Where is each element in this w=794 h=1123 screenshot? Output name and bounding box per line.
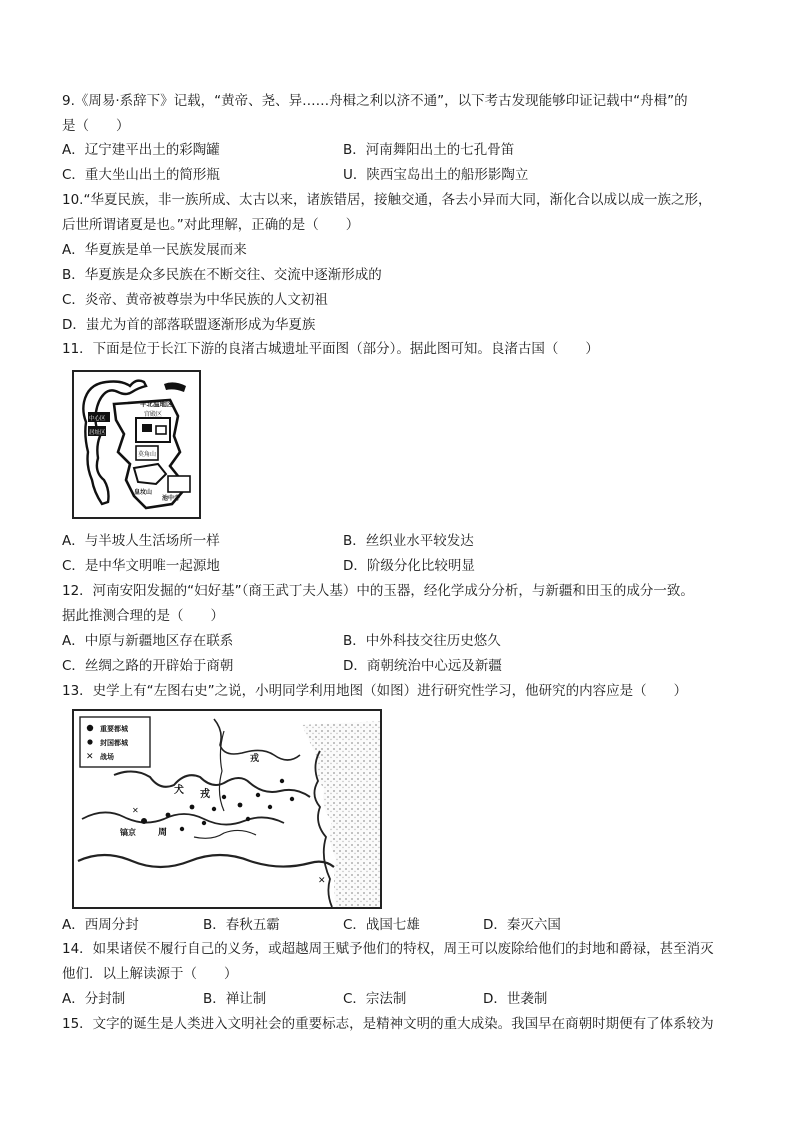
zhou-map-drawing xyxy=(74,711,380,907)
q12-option-a[interactable]: A．中原与新疆地区存在联系 xyxy=(62,633,234,649)
q12-stem-line1: 12．河南安阳发掘的“妇好基”（商王武丁夫人基）中的玉器，经化学成分分析，与新疆和田玉的成分一致。 xyxy=(62,583,694,599)
map-label-huangfenshan: 皇坟山 xyxy=(134,489,153,496)
liangzhu-map-drawing xyxy=(74,372,199,517)
q11-option-a[interactable]: A．与半坡人生活场所一样 xyxy=(62,533,220,549)
q10-option-c[interactable]: C．炎帝、黄帝被尊崇为中华民族的人文初祖 xyxy=(62,292,328,308)
q9-option-d[interactable]: U．陕西宝岛出土的船形影陶立 xyxy=(343,167,529,183)
legend-capital: 重要都城 xyxy=(100,725,128,733)
q9-option-c[interactable]: C．重大坐山出土的简形瓶 xyxy=(62,167,220,183)
map-label-mojiaoshan: 莫角山 xyxy=(138,451,157,458)
map-label-rong: 戎 xyxy=(200,789,210,800)
liangzhu-site-map xyxy=(72,370,201,519)
q10-option-b[interactable]: B．华夏族是众多民族在不断交往、交流中逐渐形成的 xyxy=(62,267,382,283)
q9-option-a[interactable]: A．辽宁建平出土的彩陶罐 xyxy=(62,142,220,158)
legend-fief-capital: 封国都城 xyxy=(100,739,128,747)
q14-option-d[interactable]: D．世袭制 xyxy=(483,991,548,1007)
q12-option-b[interactable]: B．中外科技交往历史悠久 xyxy=(343,633,501,649)
q12-option-c[interactable]: C．丝绸之路的开辟始于商朝 xyxy=(62,658,234,674)
svg-text:✕: ✕ xyxy=(132,806,139,815)
western-zhou-map xyxy=(72,709,382,909)
map-label-chizhongsi: 池中寺 xyxy=(162,495,181,502)
svg-text:✕: ✕ xyxy=(86,752,94,762)
q13-option-d[interactable]: D．秦灭六国 xyxy=(483,917,561,933)
q14-option-c[interactable]: C．宗法制 xyxy=(343,991,407,1007)
q10-option-d[interactable]: D．蚩尤为首的部落联盟逐渐形成为华夏族 xyxy=(62,317,316,333)
q14-option-a[interactable]: A．分封制 xyxy=(62,991,126,1007)
q15-stem-line1: 15．文字的诞生是人类进入文明社会的重要标志，是精神文明的重大成染。我国早在商朝时期便有了体系较为 xyxy=(62,1016,714,1032)
q14-stem-line1: 14．如果诸侯不履行自己的义务，或超越周王赋予他们的特权，周王可以废除给他们的封地和爵禄，甚至消灭 xyxy=(62,941,714,957)
svg-text:✕: ✕ xyxy=(318,876,326,886)
q12-option-d[interactable]: D．商朝统治中心远及新疆 xyxy=(343,658,502,674)
map-label-palace: 宫殿区 xyxy=(144,411,163,418)
q11-option-b[interactable]: B．丝织业水平较发达 xyxy=(343,533,474,549)
q10-option-a[interactable]: A．华夏族是单一民族发展而来 xyxy=(62,242,247,258)
q13-option-b[interactable]: B．春秋五霸 xyxy=(203,917,280,933)
q11-option-d[interactable]: D．阶级分化比较明显 xyxy=(343,558,475,574)
map-label-center: 中心区 xyxy=(89,416,106,422)
map-label-residential: 居址区 xyxy=(89,430,106,436)
q9-stem-line1: 9.《周易·系辞下》记载，“黄帝、尧、异……舟楫之利以济不通”，以下考古发现能够印证记载中“舟楫”的 xyxy=(62,93,688,109)
q10-stem-line1: 10.“华夏民族，非一族所成、太古以来，诸族错居，接触交通，各去小异而大同，渐化合以成以成一族之形， xyxy=(62,192,712,208)
map-label-zhou: 周 xyxy=(158,828,168,838)
q14-option-b[interactable]: B．禅让制 xyxy=(203,991,267,1007)
q13-stem: 13．史学上有“左图右史”之说，小明同学利用地图（如图）进行研究性学习，他研究的内容应是（ ） xyxy=(62,683,688,699)
legend-battlefield: 战场 xyxy=(100,753,114,761)
q10-stem-line2: 后世所谓诸夏是也。”对此理解，正确的是（ ） xyxy=(62,217,360,233)
map-label-haojing: 镐京 xyxy=(120,828,136,837)
map-label-quan: 犬 xyxy=(174,785,184,796)
q13-option-c[interactable]: C．战国七雄 xyxy=(343,917,420,933)
map-label-north: 平北温地区 xyxy=(140,400,173,408)
map-label-rong-north: 戎 xyxy=(250,754,260,764)
q14-stem-line2: 他们．以上解读源于（ ） xyxy=(62,966,238,982)
q9-option-b[interactable]: B．河南舞阳出土的七孔骨笛 xyxy=(343,142,515,158)
q11-stem: 11．下面是位于长江下游的良渚古城遗址平面图（部分）。据此图可知。良渚古国（ ） xyxy=(62,341,599,357)
q11-option-c[interactable]: C．是中华文明唯一起源地 xyxy=(62,558,220,574)
q12-stem-line2: 据此推测合理的是（ ） xyxy=(62,608,224,624)
q9-stem-line2: 是（ ） xyxy=(62,118,130,134)
q13-option-a[interactable]: A．西周分封 xyxy=(62,917,139,933)
